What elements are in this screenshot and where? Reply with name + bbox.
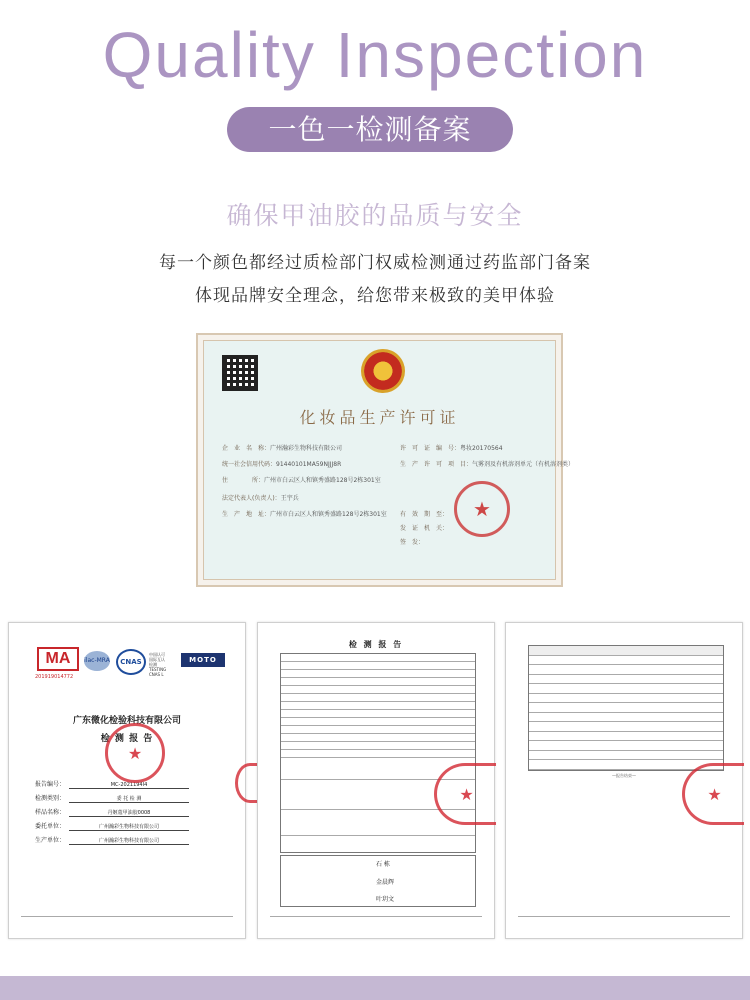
section-badge: 一色一检测备案 xyxy=(227,107,513,152)
report-field: 报告编号： MC-2021194I4 xyxy=(35,779,189,789)
lab-seal-icon: ★ xyxy=(105,723,165,783)
description-line-1: 每一个颜色都经过质检部门权威检测通过药监部门备案 xyxy=(159,253,591,273)
report-title: 检 测 报 告 xyxy=(348,640,404,649)
report-field: 检测类别： 委 托 检 测 xyxy=(35,793,189,803)
inspection-report-cover xyxy=(8,622,246,939)
cma-logo-icon: MA xyxy=(37,647,79,671)
license-right-row: 许 可 证 编 号：粤妆20170564 xyxy=(400,445,503,452)
license-right-row: 有 效 期 至： xyxy=(400,511,449,518)
official-seal-icon: ★ xyxy=(454,481,510,537)
national-emblem-icon xyxy=(361,349,405,393)
license-body xyxy=(203,340,575,580)
qr-code-icon xyxy=(222,355,258,391)
description-line-2: 体现品牌安全理念，给您带来极致的美甲体验 xyxy=(195,286,555,306)
ilac-logo-icon: ilac-MRA xyxy=(84,651,110,671)
report-end-note: —报告结束— xyxy=(612,773,636,778)
results-table xyxy=(528,645,724,771)
page-footer xyxy=(270,916,482,926)
license-title: 化妆品生产许可证 xyxy=(299,408,460,427)
page-footer xyxy=(21,916,233,926)
bottom-decorative-bar xyxy=(0,976,750,1000)
cnas-caption: 中国认可 国际互认 检测 TESTING CNAS L xyxy=(149,652,167,677)
inspection-report-details xyxy=(257,622,495,939)
signature-approver: 石 栋 xyxy=(376,861,390,868)
license-right-row: 发 证 机 关： xyxy=(400,525,449,532)
report-field: 生产单位： 广州瀚彩生物科技有限公司 xyxy=(35,835,189,845)
inspection-report-results xyxy=(505,622,743,939)
license-row: 法定代表人(负责人)：王宇兵 xyxy=(222,495,299,502)
signature-reviewer: 金晨辉 xyxy=(376,879,395,886)
license-right-row: 生 产 许 可 项 目：气雾剂及有机溶剂单元（有机溶剂类） xyxy=(400,461,575,468)
production-license-image xyxy=(196,333,575,587)
lab-company-name: 广东微化检验科技有限公司 xyxy=(72,716,181,726)
license-row: 统一社会信用代码：91440101MA59NJJJ8R xyxy=(222,461,342,468)
cma-number: 201919014772 xyxy=(35,674,74,680)
license-row: 企 业 名 称：广州瀚彩生物科技有限公司 xyxy=(222,445,343,452)
moto-logo-icon: MOTO xyxy=(181,653,225,667)
license-right-row: 签 发： xyxy=(400,539,425,546)
report-field: 委托单位： 广州瀚彩生物科技有限公司 xyxy=(35,821,189,831)
cnas-logo-icon: CNAS xyxy=(116,649,146,675)
section-subtitle: 确保甲油胶的品质与安全 xyxy=(226,201,524,230)
license-row: 生 产 地 址：广州市白云区人和镇秀盛路128号2栋301室 xyxy=(222,511,387,518)
license-row: 住 所：广州市白云区人和镇秀盛路128号2栋301室 xyxy=(222,477,381,484)
page-title: Quality Inspection xyxy=(102,19,648,91)
lab-seal-partial-icon: ★ xyxy=(682,763,744,825)
signature-compiler: 叶玥文 xyxy=(376,896,395,903)
report-field: 样品名称： 丹姬蔻甲油胶0008 xyxy=(35,807,189,817)
report-title: 检 测 报 告 xyxy=(100,734,154,744)
report-table xyxy=(280,653,476,853)
lab-seal-partial-icon: ★ xyxy=(434,763,496,825)
page-footer xyxy=(518,916,730,926)
